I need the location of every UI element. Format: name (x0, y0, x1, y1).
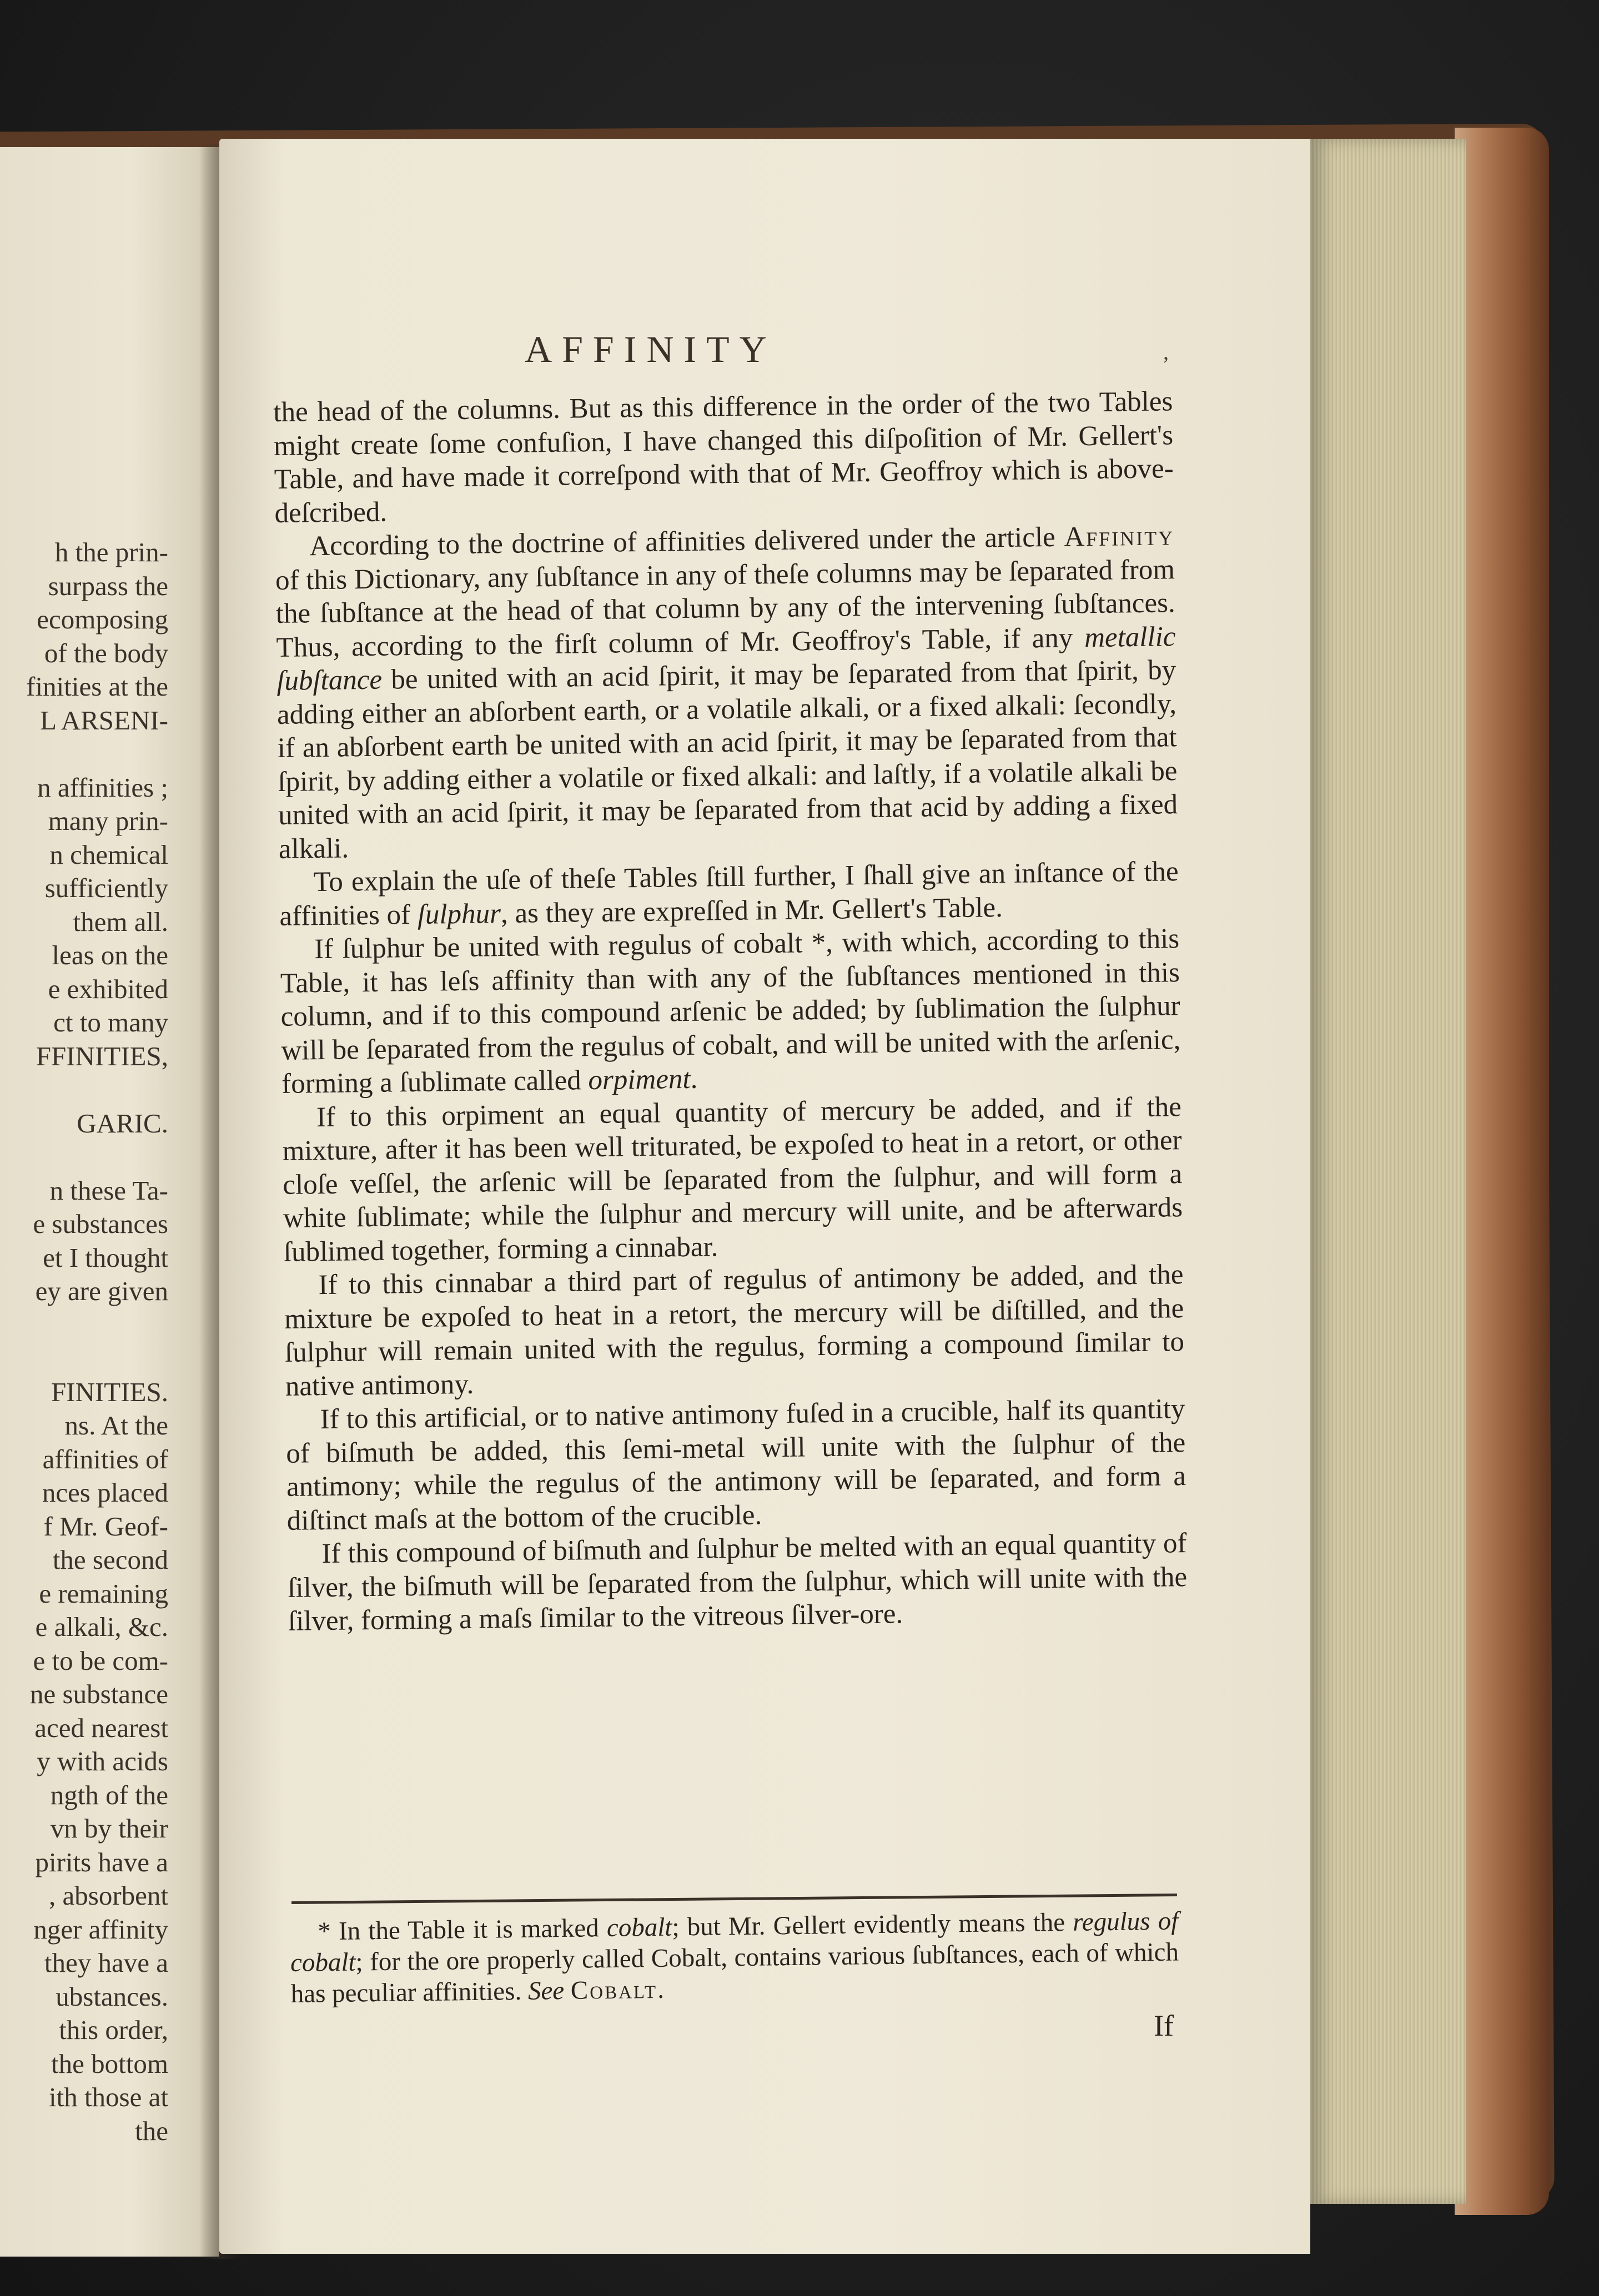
paragraph: According to the doctrine of affinities delivered under the article Affinity of this Dictionary, any ſubſtance in any of theſe columns may be ſeparated from the ſubſtance at the head of that column by any of the intervening ſubſtances. Thus, according to the firſt column of Mr. Geoffroy's Table, if any metallic ſubſtance be united with an acid ſpirit, it may be ſeparated from that ſpirit, by adding either an abſorbent earth, or a volatile alkali, or a fixed alkali: ſecondly, if an abſorbent earth be united with an acid ſpirit, it may be ſeparated from that ſpirit, by adding either a volatile or fixed alkali: and laſtly, if a volatile alkali be united with an acid ſpirit, it may be ſeparated from that acid by adding a fixed alkali. (275, 520, 1178, 865)
left-page-line: leas on the (52, 940, 168, 970)
left-page-line (0, 1342, 168, 1376)
page-block-edges (1310, 139, 1466, 2204)
left-page-line: ubstances. (56, 1981, 168, 2012)
left-page-line: vn by their (50, 1813, 168, 1844)
italic-term: ſulphur (417, 898, 501, 930)
small-caps-term: Affinity (1064, 520, 1175, 553)
paragraph: To explain the uſe of theſe Tables ſtill further, I ſhall give an inſtance of the affinities of ſulphur, as they are expreſſed in Mr. Gellert's Table. (279, 856, 1179, 932)
left-page-line: affinities of (42, 1443, 168, 1474)
left-page-line: ns. At the (64, 1410, 168, 1441)
left-page-line: aced nearest (34, 1712, 168, 1743)
left-page-line: y with acids (37, 1746, 168, 1776)
paragraph: If to this orpiment an equal quantity of mercury be added, and if the mixture, after it has been well triturated, be expoſed to heat in a retort, or other cloſe veſſel, the arſenic will be ſeparated from the ſulphur, and will form a white ſublimate; while the ſulphur and mercury will unite, and be afterwards ſublimed together, forming a cinnabar. (282, 1091, 1183, 1268)
left-page-line: they have a (44, 1947, 168, 1978)
left-page-line: surpass the (48, 570, 168, 601)
running-head: AFFINITY (525, 328, 777, 370)
left-page-line: e remaining (39, 1578, 168, 1609)
left-page-line: FINITIES. (51, 1376, 168, 1407)
left-page-line: e to be com- (33, 1645, 168, 1676)
left-page-line: L ARSENI- (40, 704, 168, 736)
left-page-line: e exhibited (48, 973, 168, 1004)
left-page (0, 147, 219, 2257)
left-page-line: ey are given (35, 1276, 168, 1306)
left-page-line: FFINITIES, (36, 1040, 168, 1071)
left-page-line: the second (52, 1544, 168, 1575)
left-page-line (0, 1308, 168, 1342)
left-page-line: the (135, 2115, 168, 2146)
left-page-line: h the prin- (54, 537, 168, 567)
page-mark: , (1163, 339, 1169, 364)
book-cover-edge (1455, 128, 1549, 2215)
left-page-line: of the body (44, 637, 168, 668)
left-page-line: the bottom (51, 2048, 168, 2079)
left-page-text (0, 536, 168, 2148)
italic-term: orpiment (588, 1063, 691, 1096)
left-page-line: ngth of the (50, 1779, 168, 1810)
left-page-line: n chemical (49, 839, 168, 870)
left-page-line: sufficiently (44, 873, 168, 903)
left-page-line (0, 737, 168, 771)
left-page-line: n affinities ; (37, 772, 168, 803)
left-page-line: f Mr. Geof- (43, 1510, 168, 1542)
left-page-line: e substances (33, 1209, 168, 1239)
left-page-line: nger affinity (33, 1914, 168, 1945)
left-page-line: many prin- (48, 805, 168, 836)
left-page-line (0, 1073, 168, 1107)
left-page-line: ith those at (48, 2082, 168, 2112)
paragraph: If this compound of biſmuth and ſulphur be melted with an equal quantity of ſilver, the biſmuth will be ſeparated from the ſulphur, which will unite with the ſilver, forming a maſs ſimilar to the vitreous ſilver-ore. (287, 1528, 1188, 1637)
left-page-line: n these Ta- (49, 1175, 168, 1206)
footnote: * In the Table it is marked cobalt; but Mr. Gellert evidently means the regulus of cobalt; for the ore properly called Cobalt, contains various ſubſtances, each of which has peculiar affinities. See Cobalt. (290, 1906, 1179, 2008)
paragraph: If to this artificial, or to native antimony fuſed in a crucible, half its quantity of biſmuth be added, this ſemi-metal will unite with the ſulphur of the antimony; while the regulus of the antimony will be ſeparated, and form a diſtinct maſs at the bottom of the crucible. (285, 1393, 1186, 1537)
left-page-line: ct to many (53, 1007, 168, 1038)
paragraph: the head of the columns. But as this difference in the order of the two Tables might create ſome confuſion, I have changed this diſpoſition of Mr. Gellert's Table, and have made it correſpond with that of Mr. Geoffroy which is above-deſcribed. (273, 386, 1174, 529)
left-page-line: ecomposing (37, 604, 168, 635)
left-page-line: finities at the (26, 671, 168, 702)
left-page-line: ne substance (30, 1679, 168, 1709)
paragraph: If to this cinnabar a third part of regulus of antimony be added, and the mixture be expoſed to heat in a retort, the mercury will be diſtilled, and the ſulphur will remain united with the regulus, forming a compound ſimilar to native antimony. (284, 1259, 1185, 1402)
left-page-line: et I thought (43, 1242, 168, 1273)
italic-term: metallic ſubſtance (276, 621, 1176, 697)
left-page-line: GARIC. (77, 1107, 168, 1139)
paragraph: If ſulphur be united with regulus of cobalt *, with which, according to this Table, it has leſs affinity than with any of the ſubſtances mentioned in this column, and if to this compound arſenic be added; by ſublimation the ſulphur will be ſeparated from the regulus of cobalt, and will be united with the arſenic, forming a ſublimate called orpiment. (280, 923, 1181, 1100)
left-page-line: , absorbent (49, 1880, 168, 1911)
left-page-line: this order, (59, 2015, 168, 2045)
body-text (273, 385, 1188, 1638)
left-page-line: e alkali, &c. (35, 1612, 168, 1642)
left-page-line: nces placed (42, 1477, 168, 1508)
left-page-line (0, 1140, 168, 1174)
left-page-line: them all. (73, 906, 168, 937)
catchword: If (1154, 2009, 1174, 2042)
left-page-line: pirits have a (35, 1846, 168, 1877)
